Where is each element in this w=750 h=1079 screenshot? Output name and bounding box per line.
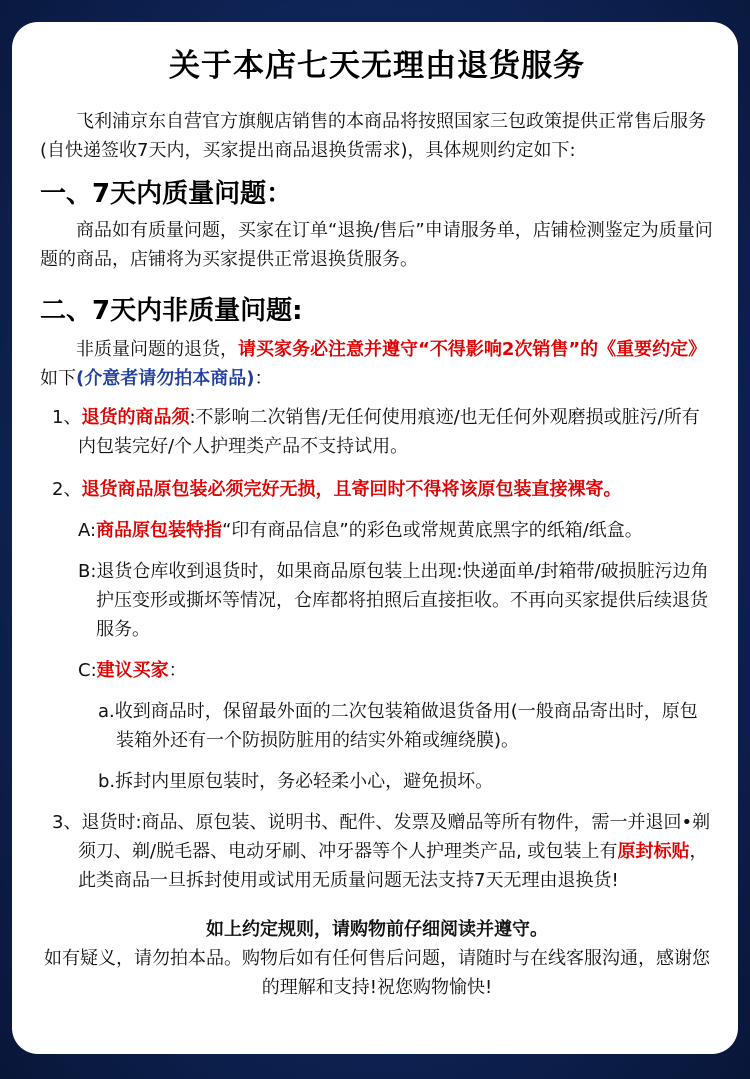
rule-2c-b: b.拆封内里原包装时，务必轻柔小心，避免损坏。	[98, 771, 494, 792]
caution-note: (介意者请勿拍本商品)	[76, 368, 255, 389]
rule-item-1	[52, 403, 714, 461]
footer-text: 如有疑义，请勿拍本品。购物后如有任何售后问题，请随时与在线客服沟通，感谢您的理解和支持!祝您购物愉快!	[44, 948, 710, 998]
rule-2a-text: “印有商品信息”的彩色或常规黄底黑字的纸箱/纸盒。	[222, 520, 643, 541]
rule-item-3-text-a: 退货时:商品、原包装、说明书、配件、发票及赠品等所有物件，需一并退回•剃须刀、剃/脱毛器、电动牙刷、冲牙器等个人护理类产品, 或包装上有	[78, 812, 711, 862]
section2-intro-b: 如下	[40, 368, 76, 389]
rule-2b	[78, 557, 714, 644]
rule-2c-highlight: 建议买家	[96, 660, 169, 681]
intro-paragraph: 飞利浦京东自营官方旗舰店销售的本商品将按照国家三包政策提供正常售后服务(自快递签收7天内，买家提出商品退换货需求)，具体规则约定如下:	[40, 111, 706, 161]
rule-2b-label: B:	[78, 561, 97, 582]
section2-intro	[40, 335, 714, 393]
rule-item-3	[52, 808, 714, 895]
rule-2a	[78, 516, 714, 545]
section1-body: 商品如有质量问题，买家在订单“退换/售后”申请服务单，店铺检测鉴定为质量问题的商品，店铺将为买家提供正常退换货服务。	[40, 220, 713, 270]
section2-heading: 二、7天内非质量问题:	[40, 296, 303, 326]
rule-item-3-text-b: ，此类商品一旦拆封使用或试用无质量问题无法支持7天无理由退换货!	[78, 841, 708, 891]
rule-item-3-num: 3、	[52, 812, 82, 833]
rule-item-2-num: 2、	[52, 479, 82, 500]
section2-intro-a: 非质量问题的退货，	[76, 339, 238, 360]
rule-2c-tail: ：	[168, 660, 187, 681]
page-title: 关于本店七天无理由退货服务	[169, 48, 585, 84]
seal-label-highlight: 原封标贴	[617, 841, 690, 862]
rule-2a-label: A:	[78, 520, 97, 541]
section2-intro-c: ：	[254, 368, 273, 389]
rule-item-1-text: :不影响二次销售/无任何使用痕迹/也无任何外观磨损或脏污/所有内包装完好/个人护理类产品不支持试用。	[78, 407, 700, 457]
rule-item-2-highlight: 退货商品原包装必须完好无损，且寄回时不得将该原包装直接裸寄。	[81, 479, 622, 500]
rule-2a-highlight: 商品原包装特指	[96, 520, 223, 541]
rule-2b-text: 退货仓库收到退货时，如果商品原包装上出现:快递面单/封箱带/破损脏污边角护压变形或撕坏等情况，仓库都将拍照后直接拒收。不再向买家提供后续退货服务。	[96, 561, 709, 640]
notice-card	[12, 22, 738, 1054]
rule-2c-label: C:	[78, 660, 97, 681]
rule-item-2	[52, 475, 714, 504]
section1-heading: 一、7天内质量问题：	[40, 179, 293, 209]
important-notice: 请买家务必注意并遵守“不得影响2次销售”的《重要约定》	[238, 339, 707, 360]
rule-2c-a: a.收到商品时，保留最外面的二次包装箱做退货备用(一般商品寄出时，原包装箱外还有一个防损防脏用的结实外箱或缠绕膜)。	[98, 701, 698, 751]
rule-2c	[78, 656, 714, 685]
rule-item-1-highlight: 退货的商品须	[81, 407, 190, 428]
rule-item-1-num: 1、	[52, 407, 82, 428]
footer-bold: 如上约定规则，请购物前仔细阅读并遵守。	[206, 919, 548, 940]
